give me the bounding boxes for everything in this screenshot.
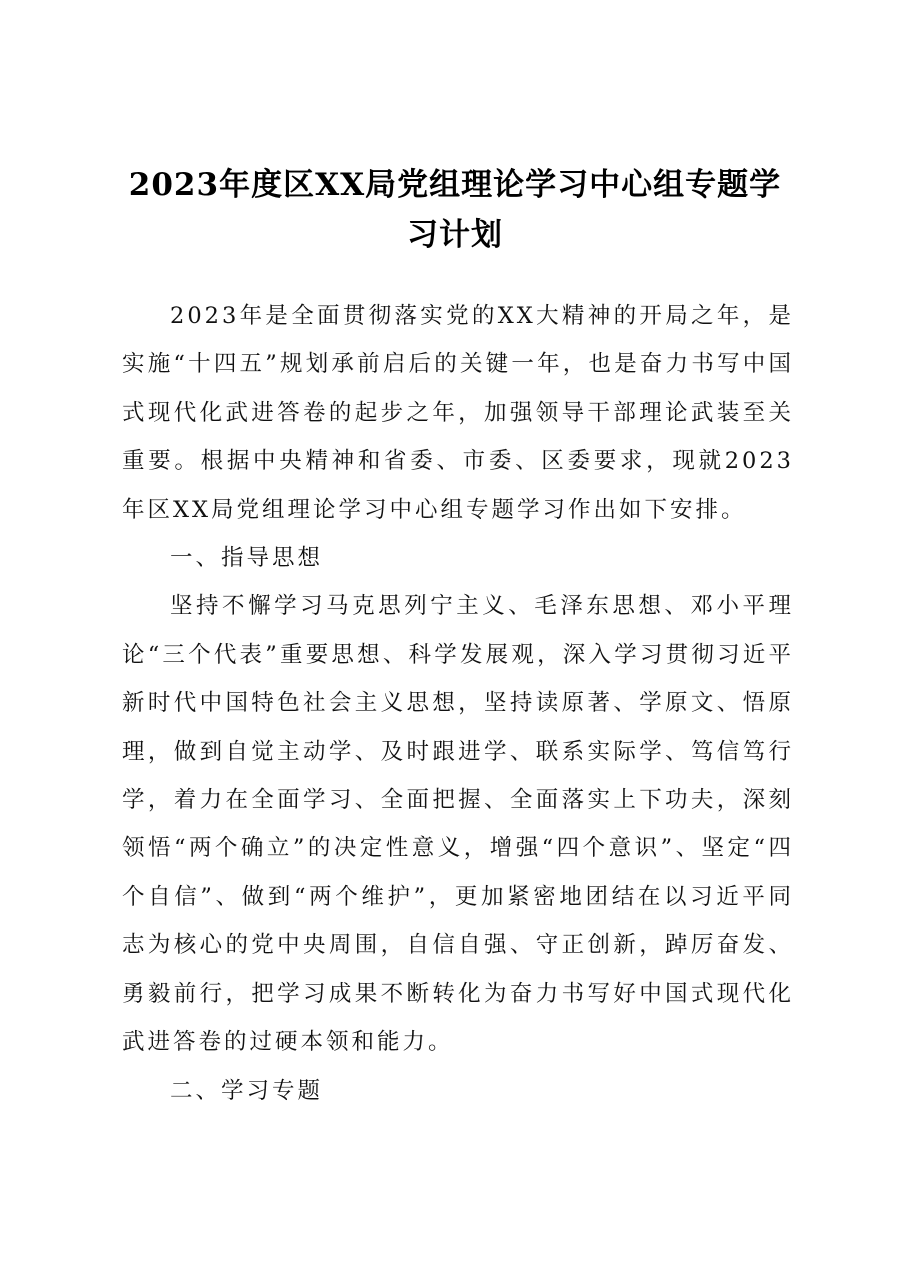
document-title-line-2: 习计划 [407,217,503,253]
guiding-thought-paragraph: 坚持不懈学习马克思列宁主义、毛泽东思想、邓小平理论“三个代表”重要思想、科学发展观，深入学习贯彻习近平新时代中国特色社会主义思想，坚持读原著、学原文、悟原理，做到自觉主动学、及时跟进学、联系实际学、笃信笃行学，着力在全面学习、全面把握、全面落实上下功夫，深刻领悟“两个确立”的决定性意义，增强“四个意识”、坚定“四个自信”、做到“两个维护”，更加紧密地团结在以习近平同志为核心的党中央周围，自信自强、守正创新，踔厉奋发、勇毅前行，把学习成果不断转化为奋力书写好中国式现代化武进答卷的过硬本领和能力。 [122,593,794,1056]
section-heading-guiding-thought: 一、指导思想 [170,545,324,572]
intro-paragraph: 2023年是全面贯彻落实党的XX大精神的开局之年，是实施“十四五”规划承前启后的关键一年，也是奋力书写中国式现代化武进答卷的起步之年，加强领导干部理论武装至关重要。根据中央精神和省委、市委、区委要求，现就2023年区XX局党组理论学习中心组专题学习作出如下安排。 [122,303,794,523]
section-heading-study-topics: 二、学习专题 [170,1077,324,1104]
document-body [122,292,794,1115]
document-title [110,160,800,260]
document-title-line-1: 2023年度区XX局党组理论学习中心组专题学 [128,167,782,203]
